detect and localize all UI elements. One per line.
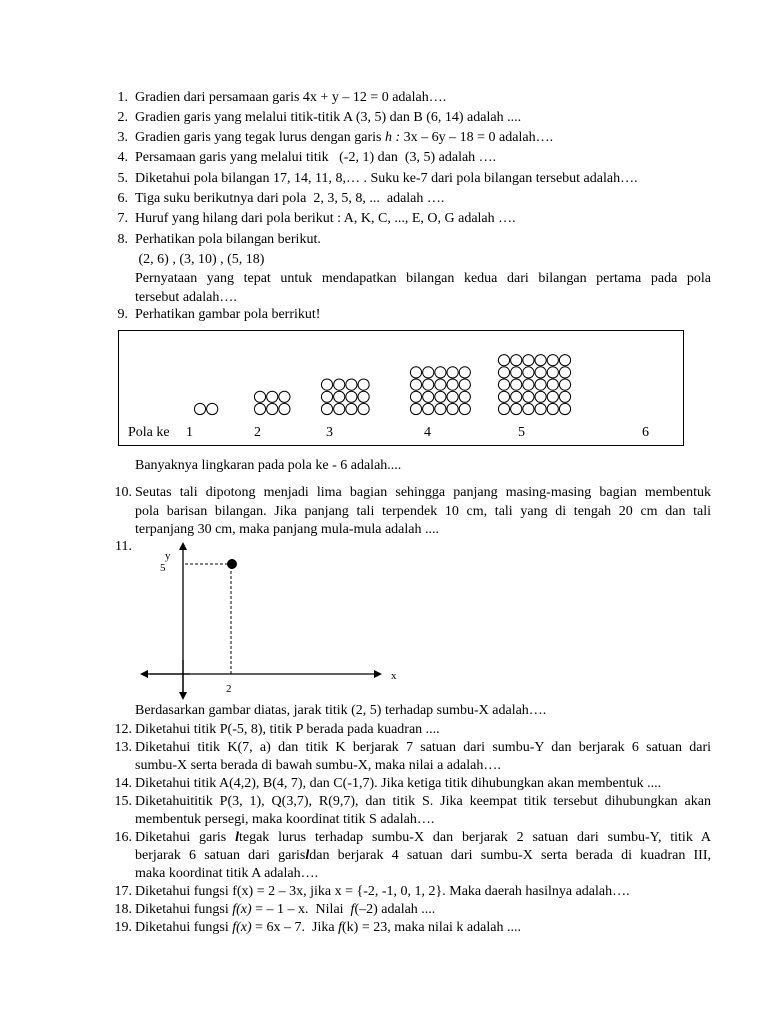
question-text: Gradien dari persamaan garis 4x + y – 12 = 0 adalah…. xyxy=(135,90,447,105)
text-part: Diketahui fungsi xyxy=(135,902,233,917)
question-text: Tiga suku berikutnya dari pola 2, 3, 5, 8, ... adalah …. xyxy=(135,191,445,206)
text-part: Gradien garis yang tegak lurus dengan garis xyxy=(135,130,385,145)
question-number: 9. xyxy=(117,307,128,322)
italic-part: f(x) xyxy=(232,902,252,917)
italic-part: l xyxy=(235,830,239,845)
y-tick-5: 5 xyxy=(160,562,166,574)
question-text-line-3: terpanjang 30 cm, maka panjang mula-mula adalah .... xyxy=(135,522,440,537)
question-text: Huruf yang hilang dari pola berikut : A, K, C, ..., E, O, G adalah …. xyxy=(135,211,516,226)
pattern-number-4: 4 xyxy=(424,425,431,440)
italic-part: f xyxy=(338,920,342,935)
x-axis-label: x xyxy=(391,670,397,682)
question-number: 2. xyxy=(117,110,128,125)
question-text-line-3: tersebut adalah…. xyxy=(135,290,237,305)
text-part: (–2) adalah .... xyxy=(354,902,436,917)
question-16-line-2 xyxy=(135,847,711,865)
question-9-followup: Banyaknya lingkaran pada pola ke - 6 adalah.... xyxy=(135,458,402,473)
question-text: Gradien garis yang melalui titik-titik A (3, 5) dan B (6, 14) adalah .... xyxy=(135,110,522,125)
question-number: 17. xyxy=(114,884,132,899)
question-text-line-2: Pernyataan yang tepat untuk mendapatkan bilangan kedua dari bilangan pertama pada pola xyxy=(135,271,711,286)
x-tick-2: 2 xyxy=(226,683,232,695)
text-part: (k) = 23, maka nilai k adalah .... xyxy=(342,920,521,935)
question-number: 10. xyxy=(114,485,132,500)
text-part: dan berjarak 4 satuan dari sumbu-X serta berada di kuadran III, xyxy=(309,848,711,863)
text-part: berjarak 6 satuan dari garis xyxy=(135,848,306,863)
text-part: 3x – 6y – 18 = 0 adalah…. xyxy=(400,130,554,145)
italic-part: h : xyxy=(384,130,401,145)
question-number: 19. xyxy=(114,920,132,935)
question-17-text: Diketahui fungsi f(x) = 2 – 3x, jika x = {-2, -1, 0, 1, 2}. Maka daerah hasilnya adalah…. xyxy=(135,884,630,899)
question-number: 18. xyxy=(114,902,132,917)
question-16-line-1 xyxy=(135,829,711,847)
question-number: 1. xyxy=(117,90,128,105)
question-15-line-1: Diketahuititik P(3, 1), Q(3,7), R(9,7), dan titik S. Jika keempat titik tersebut dihubungkan akan xyxy=(135,794,711,809)
question-16-line-3: maka koordinat titik A adalah…. xyxy=(135,866,319,881)
question-number: 12. xyxy=(114,722,132,737)
question-15-line-2: membentuk persegi, maka koordinat titik S adalah…. xyxy=(135,812,435,827)
question-number: 3. xyxy=(117,130,128,145)
question-number: 16. xyxy=(114,830,132,845)
question-text-line-1: Seutas tali dipotong menjadi lima bagian sehingga panjang masing-masing bagian membentuk xyxy=(135,485,711,500)
question-text: Perhatikan pola bilangan berikut. xyxy=(135,232,321,247)
question-13-line-2: sumbu-X serta berada di bawah sumbu-X, maka nilai a adalah…. xyxy=(135,758,501,773)
question-text: Perhatikan gambar pola berrikut! xyxy=(135,307,321,322)
question-number: 15. xyxy=(114,794,132,809)
question-14-text: Diketahui titik A(4,2), B(4, 7), dan C(-1,7). Jika ketiga titik dihubungkan akan membentuk .... xyxy=(135,776,662,791)
question-number: 6. xyxy=(117,191,128,206)
italic-part: f xyxy=(350,902,355,917)
question-18-text xyxy=(135,901,435,919)
pattern-number-2: 2 xyxy=(254,425,261,440)
pattern-number-1: 1 xyxy=(186,425,193,440)
pattern-label: Pola ke xyxy=(128,425,170,440)
question-text-line-2: pola barisan bilangan. Jika panjang tali terpendek 10 cm, tali yang di tengah 20 cm dan tali xyxy=(135,504,711,519)
text-part: tegak lurus terhadap sumbu-X dan berjarak 2 satuan dari sumbu-Y, titik A xyxy=(238,830,711,845)
question-number: 11. xyxy=(115,539,132,554)
question-text: Diketahui pola bilangan 17, 14, 11, 8,… . Suku ke-7 dari pola bilangan tersebut adalah…. xyxy=(135,171,638,186)
question-number: 8. xyxy=(117,232,128,247)
pattern-number-3: 3 xyxy=(326,425,333,440)
italic-part: l xyxy=(305,848,310,863)
question-number: 4. xyxy=(117,150,128,165)
pattern-number-5: 5 xyxy=(518,425,525,440)
question-text: Persamaan garis yang melalui titik (-2, 1) dan (3, 5) adalah …. xyxy=(135,150,497,165)
text-part: = – 1 – x. Nilai xyxy=(251,902,351,917)
question-12-text: Diketahui titik P(-5, 8), titik P berada pada kuadran .... xyxy=(135,722,440,737)
text-part: = 6x – 7. Jika xyxy=(251,920,339,935)
pattern-number-6: 6 xyxy=(642,425,649,440)
y-axis-label: y xyxy=(165,550,171,562)
point-2-5 xyxy=(227,559,237,569)
question-number: 7. xyxy=(117,211,128,226)
text-part: Diketahui garis xyxy=(135,830,236,845)
question-11-text: Berdasarkan gambar diatas, jarak titik (2, 5) terhadap sumbu-X adalah…. xyxy=(135,703,547,718)
question-number: 5. xyxy=(117,171,128,186)
question-13-line-1: Diketahui titik K(7, a) dan titik K berjarak 7 satuan dari sumbu-Y dan berjarak 6 satuan dari xyxy=(135,740,711,755)
text-part: Diketahui fungsi xyxy=(135,920,233,935)
number-pairs: (2, 6) , (3, 10) , (5, 18) xyxy=(135,252,265,267)
question-19-text xyxy=(135,919,521,937)
italic-part: f(x) xyxy=(232,920,252,935)
question-number: 13. xyxy=(114,740,132,755)
question-number: 14. xyxy=(114,776,132,791)
